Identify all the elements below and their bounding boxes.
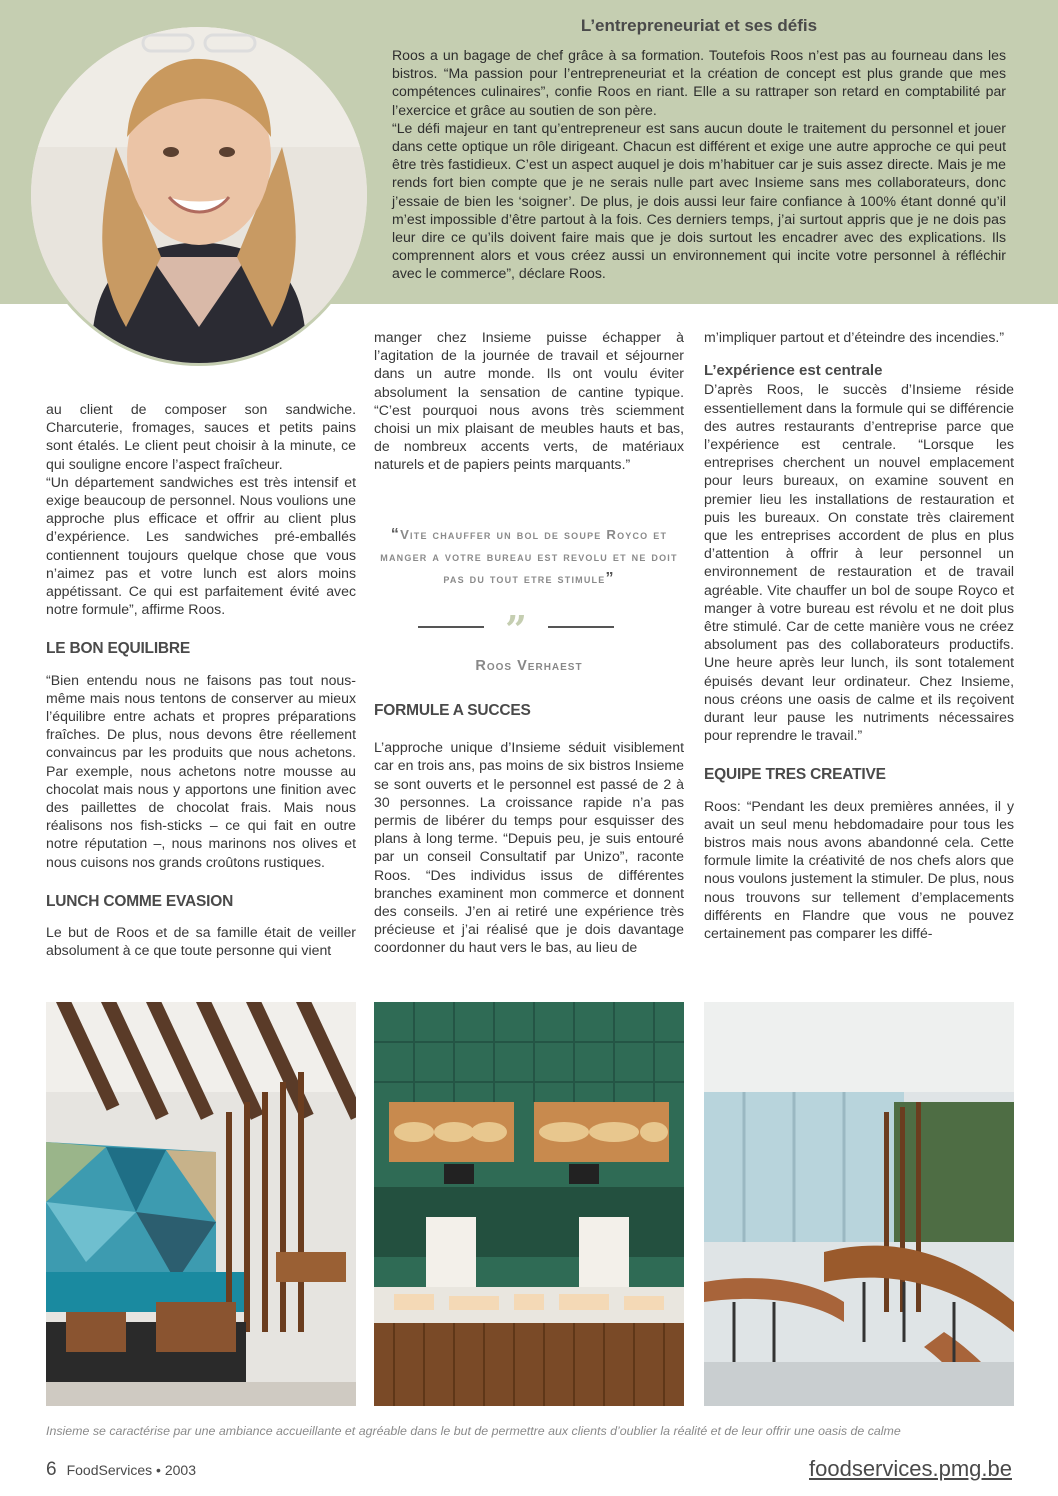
photo-caption: Insieme se caractérise par une ambiance accueillante et agréable dans le but de permettre aux clients d’oublier la réalité et de leur offrir une oasis de calme xyxy=(46,1424,901,1438)
section-heading: L’expérience est centrale xyxy=(704,362,883,380)
quote-mark-icon: ” xyxy=(505,607,527,652)
quote-close: ” xyxy=(605,570,615,587)
quote-divider xyxy=(418,607,614,652)
restaurant-photo-3 xyxy=(704,1002,1014,1406)
quote-author: Roos Verhaest xyxy=(475,658,583,674)
body-paragraph: Le but de Roos et de sa famille était de veiller absolument à ce que toute personne qui vient xyxy=(46,924,356,959)
intro-text xyxy=(392,46,1006,283)
footer-url-link[interactable]: foodservices.pmg.be xyxy=(809,1456,1012,1481)
section-heading: EQUIPE TRES CREATIVE xyxy=(704,766,886,784)
intro-title: L’entrepreneuriat et ses défis xyxy=(580,16,818,35)
quote-open: “ xyxy=(390,526,401,543)
page-number: 6 xyxy=(46,1459,57,1480)
section-heading: LE BON EQUILIBRE xyxy=(46,640,191,658)
body-paragraph: D’après Roos, le succès d’Insieme réside essentiellement dans la formule qui se différencie des autres restaurants d’entreprise parce que l’expérience est centrale. “Lorsque les entreprises cherchent un nouvel emplacement pour leurs bureaux, on examine souvent en premier lieu les installations de restauration et puis les bureaux. On constate très clairement que les entreprises accordent de plus en plus d’attention à offrir à leur personnel un environnement de restauration et de travail agréable. Vite chauffer un bol de soupe Royco et manger à votre bureau est révolu et ne doit plus être stimulé. Car de cette manière vous ne créez absolument pas des collaborateurs productifs. Une heure après leur lunch, ils sont totalement épuisés devant leur ordinateur. Chez Insieme, nous créons une oasis de calme et ils reçoivent durant leur pause les nutriments nécessaires pour reprendre le travail.” xyxy=(704,381,1014,744)
divider-line xyxy=(548,626,614,628)
intro-paragraph: Roos a un bagage de chef grâce à sa formation. Toutefois Roos n’est pas au fourneau dans les bistros. “Ma passion pour l’entrepreneuriat et la création de concept est plus grande que mes compétences culinaires”, confie Roos en riant. Elle a su rattraper son retard en comptabilité par l’exercice et grâce au soutien de son père. xyxy=(392,47,1006,118)
restaurant-photo-2 xyxy=(374,1002,684,1406)
body-paragraph: “Bien entendu nous ne faisons pas tout nous-même mais nous tentons de conserver au mieux l’équilibre entre achats et propres préparations fraîches. De plus, nous devons être réellement convaincus par les produits que nous achetons. Par exemple, nous achetons notre mousse au chocolat mais nous y apportons une finition avec des paillettes de chocolat frais. Mais nous réalisons nos fish-sticks – ce qui fait en outre notre réputation –, nous marinons nos olives et nous cuisons nos grands croûtons rustiques. xyxy=(46,671,356,870)
article-column-3 xyxy=(704,328,1014,942)
publication-name: FoodServices • 2003 xyxy=(66,1462,196,1478)
article-column-2-lower xyxy=(374,702,684,957)
body-paragraph: au client de composer son sandwiche. Charcuterie, fromages, sauces et petits pains sont étalés. Le client peut choisir à la minute, ce qui souligne encore l’aspect fraîcheur. xyxy=(46,401,356,472)
section-heading: LUNCH COMME EVASION xyxy=(46,892,234,910)
pull-quote-text: Vite chauffer un bol de soupe Royco et manger a votre bureau est revolu et ne doit pas du tout etre stimule xyxy=(380,527,678,586)
section-heading: FORMULE A SUCCES xyxy=(374,702,531,719)
body-paragraph: L’approche unique d’Insieme séduit visiblement car en trois ans, pas moins de six bistros Insieme se sont ouverts et le personnel est passé de 2 à 30 personnes. La croissance rapide n’a pas permis de libérer du temps pour esquisser des plans à long terme. “Depuis peu, je suis entouré par un conseil Consultatif par Unizo”, raconte Roos. “Des individus issus de différentes branches examinent mon commerce et donnent des conseils. J’en ai retiré une expérience très précieuse et j’ai réalisé que je dois davantage coordonner du haut vers le bas, au lieu de xyxy=(374,739,684,956)
intro-paragraph: “Le défi majeur en tant qu’entrepreneur est sans aucun doute le traitement du personnel et jouer dans cette optique un rôle dirigeant. Chacun est différent et exige une autre approche ce qui peut être très fastidieux. C’est un aspect auquel je dois m’habituer car je suis assez directe. Mais je me rends fort bien compte que je ne serais nulle part avec Insieme sans mes collaborateurs, donc j’essaie de bien les ‘soigner’. De plus, je dois aussi leur faire confiance à 100% étant donné qu’il m’est impossible d’être partout à la fois. Ces derniers temps, j’ai surtout appris que je ne dois pas leur dire ce qu’ils doivent faire mais que je dois surtout les encadrer avec des explications. Ils comprennent alors et vous créez aussi un environnement qui incite votre personnel à réfléchir avec le commerce”, déclare Roos. xyxy=(392,119,1006,282)
body-paragraph: Roos: “Pendant les deux premières années, il y avait un seul menu hebdomadaire pour tous les bistros mais nous avons abandonné cela. Cette formule limite la créativité de nos chefs alors que nous voulons justement la stimuler. De plus, nous nous trouvons sur tellement d’emplacements différents en Flandre que vous ne pouvez certainement pas comparer les diffé- xyxy=(704,797,1014,942)
pull-quote xyxy=(374,524,684,590)
restaurant-photo-1 xyxy=(46,1002,356,1406)
article-column-1 xyxy=(46,400,356,959)
divider-line xyxy=(418,626,484,628)
portrait-photo xyxy=(28,24,370,366)
body-paragraph: “Un département sandwiches est très intensif et exige beaucoup de personnel. Nous voulions une approche plus efficace et offrir au client plus d’expérience. Les sandwiches pré-emballés contiennent toujours quelque chose que vous n’aimez pas et votre lunch est alors moins appétissant. Ce qui est parfaitement évité avec notre formule”, affirme Roos. xyxy=(46,473,356,618)
body-paragraph: manger chez Insieme puisse échapper à l’agitation de la journée de travail et séjourner dans un autre monde. Ils ont voulu éviter absolument la sensation de cantine typique. “C’est pourquoi nous avons très sciemment choisi un mix plaisant de meubles hauts et bas, de nombreux accents verts, de matériaux naturels et de papiers peints marquants.” xyxy=(374,329,684,473)
body-paragraph: m’impliquer partout et d’éteindre des incendies.” xyxy=(704,329,1005,345)
footer-left xyxy=(46,1459,196,1481)
article-column-2 xyxy=(374,328,684,474)
